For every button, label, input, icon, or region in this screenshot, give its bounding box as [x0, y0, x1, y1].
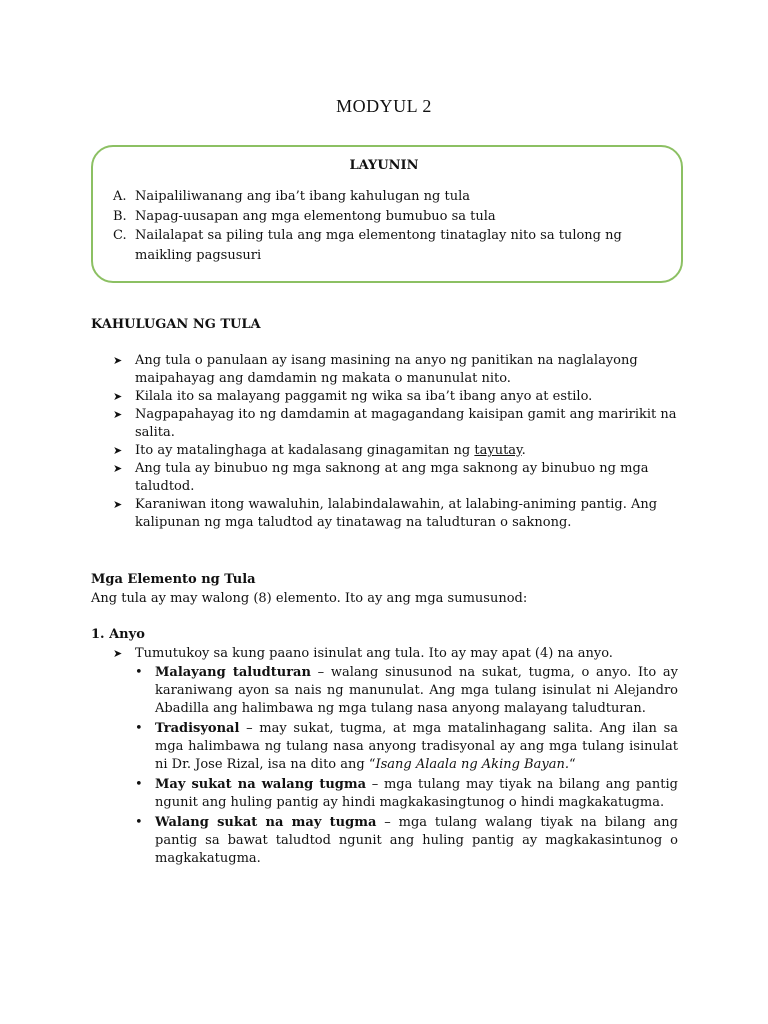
kahulugan-heading: KAHULUGAN NG TULA: [91, 317, 261, 332]
list-item: • Tradisyonal – may sukat, tugma, at mga matalinhagang salita. Ang ilan sa mga halimbawa ng tulang nasa anyong tradisyonal ay ang mga tulang isinulat ni Dr. Jose Rizal, isa na dito ang “Isang Alaala ng Aking Bayan.“: [135, 721, 678, 772]
list-item: ➤ Ito ay matalinghaga at kadalasang ginagamitan ng tayutay.: [113, 443, 526, 458]
arrowhead-bullet-icon: ➤: [113, 462, 123, 475]
objective-item: C. Nailalapat sa piling tula ang mga elementong tinataglay nito sa tulong ng maikling pagsusuri: [113, 228, 622, 263]
list-item: • Walang sukat na may tugma – mga tulang walang tiyak na bilang ang pantig sa bawat taludtod ngunit ang huling pantig ay magkakasintunog o magkakatugma.: [135, 815, 678, 866]
arrowhead-bullet-icon: ➤: [113, 354, 123, 367]
list-item: ➤ Ang tula o panulaan ay isang masining na anyo ng panitikan na naglalayong maipahayag ang damdamin ng makata o manunulat nito.: [113, 353, 638, 386]
arrowhead-bullet-icon: ➤: [113, 647, 123, 660]
list-item: • Malayang taludturan – walang sinusunod na sukat, tugma, o anyo. Ito ay karaniwang ayon sa nais ng manunulat. Ang mga tulang isinulat ni Alejandro Abadilla ang halimbawa ng mga tulang nasa anyong malayang taludturan.: [135, 665, 679, 716]
objective-item: B. Napag-uusapan ang mga elementong bumubuo sa tula: [113, 208, 496, 224]
list-item: • May sukat na walang tugma – mga tulang may tiyak na bilang ang pantig ngunit ang huling pantig ay hindi magkakasingtunog o hindi magkakatugma.: [135, 777, 678, 810]
elemento-heading: Mga Elemento ng Tula: [91, 572, 256, 587]
arrowhead-bullet-icon: ➤: [113, 390, 123, 403]
objective-item: A. Naipaliliwanang ang iba’t ibang kahulugan ng tula: [113, 189, 470, 204]
anyo-types-list: [135, 664, 678, 870]
list-item: ➤ Kilala ito sa malayang paggamit ng wika sa iba’t ibang anyo at estilo.: [113, 389, 593, 404]
list-item: ➤ Nagpapahayag ito ng damdamin at magagandang kaisipan gamit ang maririkit na salita.: [113, 407, 677, 440]
anyo-heading: 1. Anyo: [91, 627, 145, 642]
list-item: ➤ Karaniwan itong wawaluhin, lalabindalawahin, at lalabing-animing pantig. Ang kalipunan ng mga taludtod ay tinatawag na taludturan o saknong.: [113, 497, 658, 530]
arrowhead-bullet-icon: ➤: [113, 408, 123, 421]
anyo-intro-list: [113, 645, 679, 663]
round-bullet-icon: •: [135, 721, 143, 736]
arrowhead-bullet-icon: ➤: [113, 498, 123, 511]
round-bullet-icon: •: [135, 665, 143, 680]
objectives-list: [113, 187, 679, 265]
objectives-heading: LAYUNIN: [349, 158, 419, 173]
list-item: ➤ Tumutukoy sa kung paano isinulat ang tula. Ito ay may apat (4) na anyo.: [113, 646, 613, 661]
round-bullet-icon: •: [135, 815, 143, 830]
arrowhead-bullet-icon: ➤: [113, 444, 123, 457]
list-item: ➤ Ang tula ay binubuo ng mga saknong at ang mga saknong ay binubuo ng mga taludtod.: [113, 461, 649, 494]
kahulugan-list: [113, 352, 679, 532]
tayutay-term: tayutay: [474, 443, 522, 458]
round-bullet-icon: •: [135, 777, 143, 792]
module-title: MODYUL 2: [336, 96, 432, 116]
elemento-intro: Ang tula ay may walong (8) elemento. Ito ay ang mga sumusunod:: [91, 591, 528, 606]
